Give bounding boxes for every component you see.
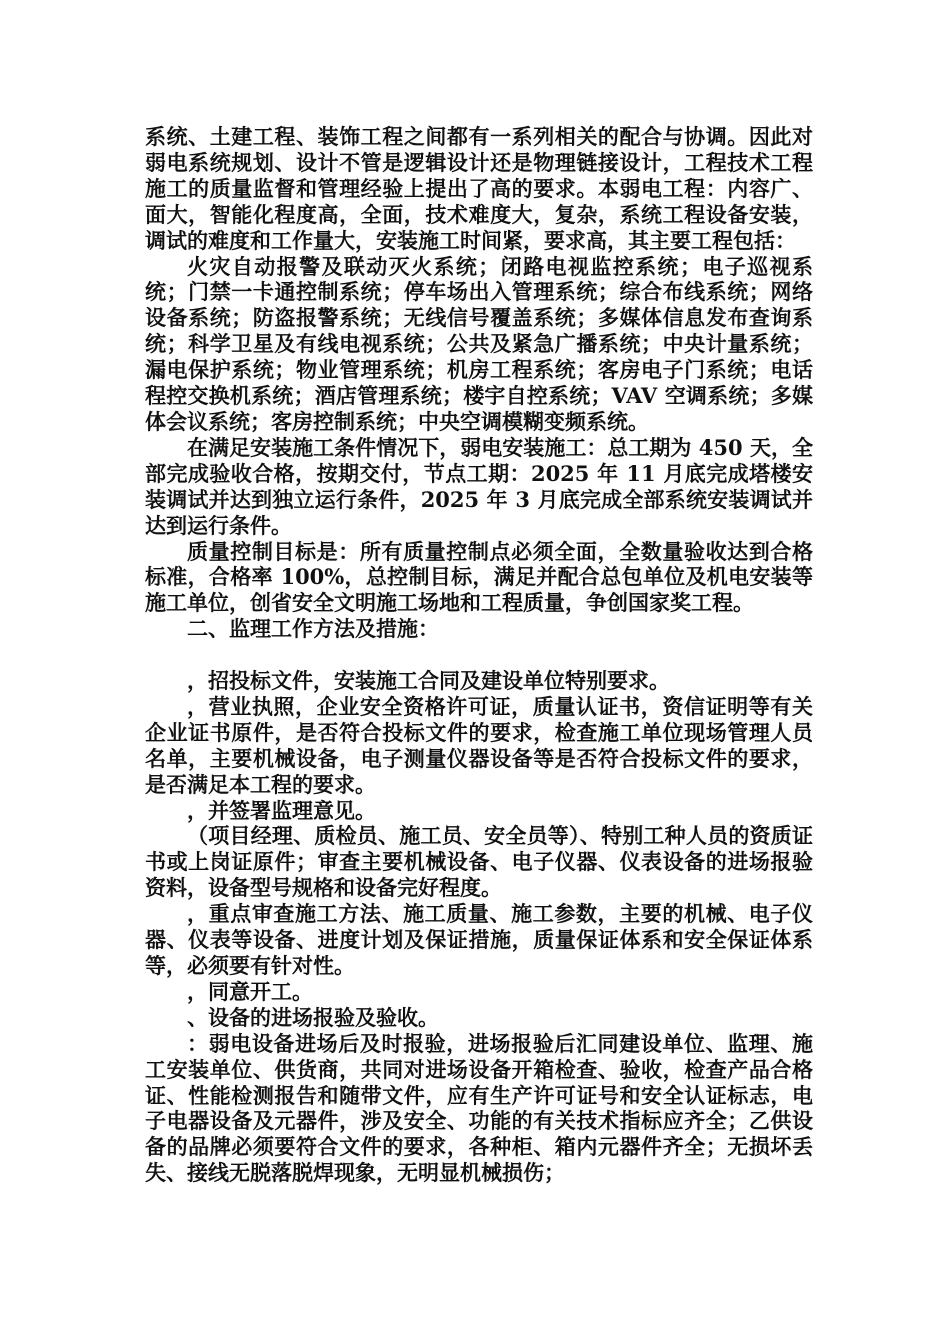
paragraph-sign-opinion: ，并签署监理意见。 bbox=[187, 797, 376, 823]
document-body bbox=[145, 124, 813, 1186]
blank-line bbox=[145, 642, 813, 668]
paragraph-review-plan: ，重点审查施工方法、施工质量、施工参数，主要的机械、电子仪器、仪表等设备、进度计划及保证措施，质量保证体系和安全保证体系等，必须要有针对性。 bbox=[145, 901, 813, 978]
paragraph-equipment-inspection: ：弱电设备进场后及时报验，进场报验后汇同建设单位、监理、施工安装单位、供货商，共同对进场设备开箱检查、验收，检查产品合格证、性能检测报告和随带文件，应有生产许可证号和安全认证标志，电子电器设备及元器件，涉及安全、功能的有关技术指标应齐全；乙供设备的品牌必须要符合文件的要求，各种柜、箱内元器件齐全；无损坏丢失、接线无脱落脱焊现象，无明显机械损伤； bbox=[145, 1030, 813, 1186]
paragraph-bidding-docs: ，招投标文件，安装施工合同及建设单位特别要求。 bbox=[187, 668, 670, 694]
paragraph-intro: 系统、土建工程、装饰工程之间都有一系列相关的配合与协调。因此对弱电系统规划、设计不管是逻辑设计还是物理链接设计，工程技术工程施工的质量监督和管理经验上提出了高的要求。本弱电工程：内容广、面大，智能化程度高，全面，技术难度大，复杂，系统工程设备安装，调试的难度和工作量大，安装施工时间紧，要求高，其主要工程包括： bbox=[145, 124, 813, 253]
paragraph-system-list: 火灾自动报警及联动灭火系统；闭路电视监控系统；电子巡视系统；门禁一卡通控制系统；停车场出入管理系统；综合布线系统；网络设备系统；防盗报警系统；无线信号覆盖系统；多媒体信息发布查询系统；科学卫星及有线电视系统；公共及紧急广播系统；中央计量系统；漏电保护系统；物业管理系统；机房工程系统；客房电子门系统；电话程控交换机系统；酒店管理系统；楼宇自控系统；VAV 空调系统；多媒体会议系统；客房控制系统；中央空调模糊变频系统。 bbox=[145, 253, 813, 434]
paragraph-approve-start: ，同意开工。 bbox=[187, 978, 313, 1004]
paragraph-personnel-check: （项目经理、质检员、施工员、安全员等）、特别工种人员的资质证书或上岗证原件；审查主要机械设备、电子仪器、仪表设备的进场报验资料，设备型号规格和设备完好程度。 bbox=[145, 823, 813, 901]
section-heading: 二、监理工作方法及措施： bbox=[187, 616, 439, 642]
paragraph-quality-target: 质量控制目标是：所有质量控制点必须全面，全数量验收达到合格标准，合格率 100%，总控制目标，满足并配合总包单位及机电安装等施工单位，创省安全文明施工场地和工程质量，争创国家奖工程。 bbox=[145, 538, 813, 616]
paragraph-equipment-heading: 、设备的进场报验及验收。 bbox=[187, 1004, 439, 1030]
paragraph-license-check: ，营业执照，企业安全资格许可证，质量认证书，资信证明等有关企业证书原件，是否符合投标文件的要求，检查施工单位现场管理人员名单，主要机械设备，电子测量仪器设备等是否符合投标文件的要求，是否满足本工程的要求。 bbox=[145, 693, 813, 797]
paragraph-schedule: 在满足安装施工条件情况下，弱电安装施工：总工期为 450 天，全部完成验收合格，按期交付，节点工期：2025 年 11 月底完成塔楼安装调试并达到独立运行条件，2025 年 3 月底完成全部系统安装调试并达到运行条件。 bbox=[145, 434, 813, 538]
